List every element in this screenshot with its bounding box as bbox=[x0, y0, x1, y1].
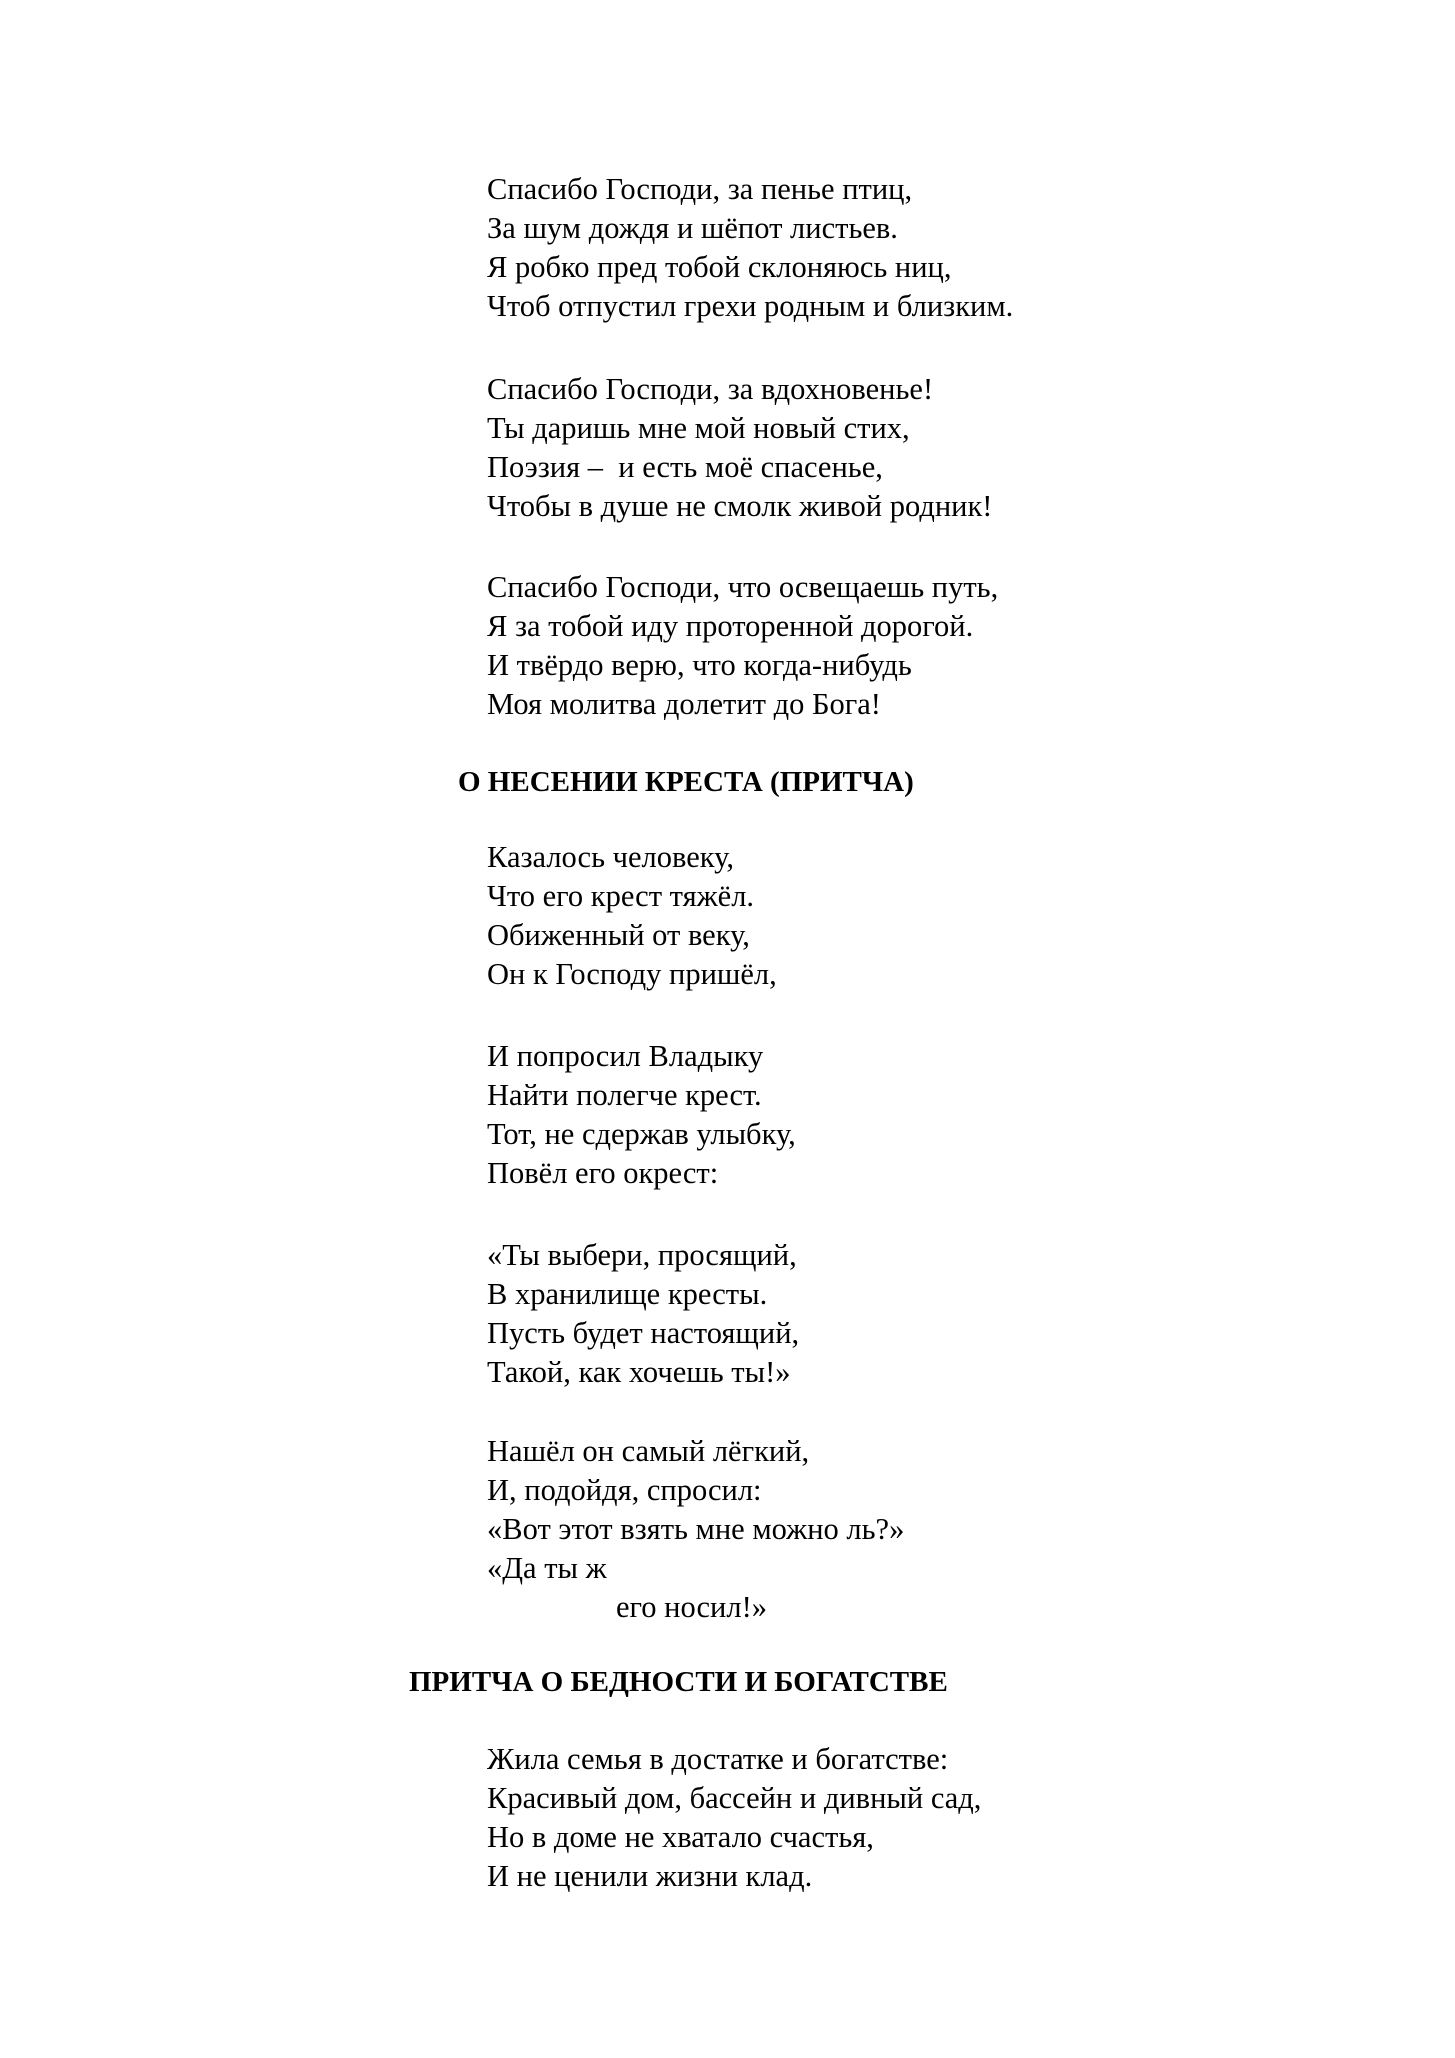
poem-line: «Да ты ж bbox=[487, 1551, 607, 1585]
poem-line: Казалось человеку, bbox=[487, 840, 734, 874]
poem-line: Я за тобой иду проторенной дорогой. bbox=[487, 609, 974, 643]
poem-line: И, подойдя, спросил: bbox=[487, 1473, 762, 1507]
poem-line: Моя молитва долетит до Бога! bbox=[487, 687, 881, 721]
poem-line: Пусть будет настоящий, bbox=[487, 1316, 800, 1350]
poem-line: За шум дождя и шёпот листьев. bbox=[487, 211, 898, 245]
poem-line: Спасибо Господи, что освещаешь путь, bbox=[487, 570, 999, 604]
stanza bbox=[487, 370, 992, 526]
poem-line: Он к Господу пришёл, bbox=[487, 957, 777, 991]
poem-line: Повёл его окрест: bbox=[487, 1156, 719, 1190]
poem-line: Найти полегче крест. bbox=[487, 1078, 762, 1112]
poem-line: Чтобы в душе не смолк живой родник! bbox=[487, 489, 993, 523]
poem-line: Ты даришь мне мой новый стих, bbox=[487, 411, 910, 445]
poem-line: Такой, как хочешь ты!» bbox=[487, 1355, 791, 1389]
poem-line: Но в доме не хватало счастья, bbox=[487, 1820, 874, 1854]
poem-line: И не ценили жизни клад. bbox=[487, 1859, 813, 1893]
poem-line: И твёрдо верю, что когда-нибудь bbox=[487, 648, 912, 682]
poem-line: В хранилище кресты. bbox=[487, 1277, 768, 1311]
stanza bbox=[487, 568, 998, 724]
poem-line: Нашёл он самый лёгкий, bbox=[487, 1434, 810, 1468]
stanza bbox=[487, 1236, 799, 1392]
poem-line: Я робко пред тобой склоняюсь ниц, bbox=[487, 250, 952, 284]
stanza bbox=[487, 1037, 796, 1193]
poem-line: Спасибо Господи, за вдохновенье! bbox=[487, 372, 934, 406]
poem-line: «Ты выбери, просящий, bbox=[487, 1238, 797, 1272]
stanza bbox=[487, 170, 1013, 326]
stanza bbox=[487, 1432, 904, 1627]
poem-line: Тот, не сдержав улыбку, bbox=[487, 1117, 796, 1151]
stanza bbox=[487, 838, 777, 994]
section-heading: ПРИТЧА О БЕДНОСТИ И БОГАТСТВЕ bbox=[409, 1666, 948, 1698]
poem-line: Обиженный от веку, bbox=[487, 918, 750, 952]
poem-line: Поэзия – и есть моё спасенье, bbox=[487, 450, 883, 484]
stanza bbox=[487, 1740, 981, 1896]
poem-line: «Вот этот взять мне можно ль?» bbox=[487, 1512, 905, 1546]
poem-line: Чтоб отпустил грехи родным и близким. bbox=[487, 289, 1014, 323]
poem-line: Что его крест тяжёл. bbox=[487, 879, 755, 913]
poem-line: Красивый дом, бассейн и дивный сад, bbox=[487, 1781, 982, 1815]
poem-line: его носил!» bbox=[616, 1590, 767, 1624]
poem-line: Спасибо Господи, за пенье птиц, bbox=[487, 172, 913, 206]
poem-line: Жила семья в достатке и богатстве: bbox=[487, 1742, 949, 1776]
section-heading: О НЕСЕНИИ КРЕСТА (ПРИТЧА) bbox=[458, 766, 914, 798]
poem-line: И попросил Владыку bbox=[487, 1039, 764, 1073]
